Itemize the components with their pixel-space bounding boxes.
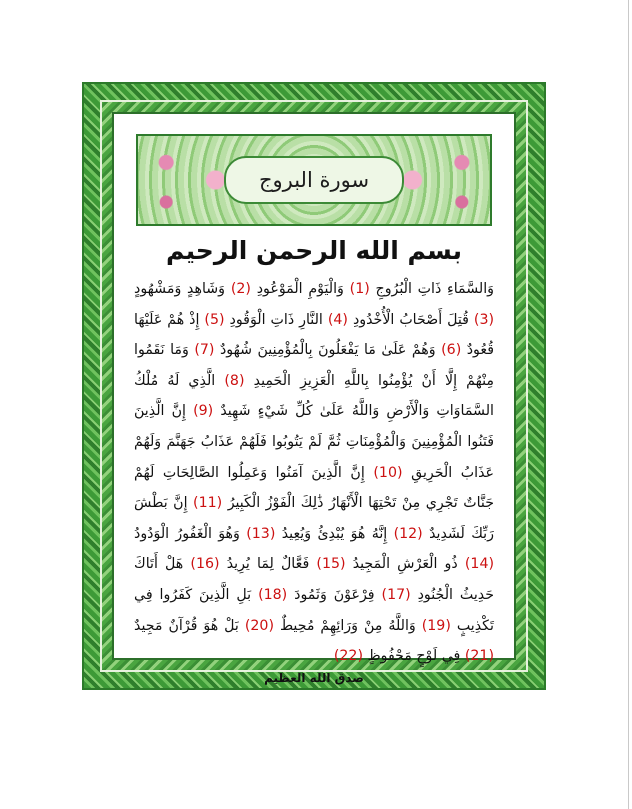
verse-text: إِنَّ الَّذِينَ فَتَنُوا الْمُؤْمِنِينَ وَالْمُؤْمِنَاتِ ثُمَّ لَمْ يَتُوبُوا فَلَهُمْ عَذَابُ جَهَنَّمَ وَلَهُمْ عَذَابُ الْحَرِيقِ	[134, 403, 494, 481]
verse-number: (7)	[194, 342, 215, 359]
verse-text: إِنَّ بَطْشَ رَبِّكَ لَشَدِيدٌ	[134, 495, 494, 542]
verse-text: إِنَّهُ هُوَ يُبْدِئُ وَيُعِيدُ	[281, 525, 388, 542]
verse-number: (18)	[258, 586, 288, 603]
verse-text: وَالسَّمَاءِ ذَاتِ الْبُرُوجِ	[375, 281, 495, 297]
verse-body	[134, 274, 494, 672]
verse-number: (14)	[464, 556, 495, 573]
verse-text: فَعَّالٌ لِمَا يُرِيدُ	[226, 556, 310, 573]
text-panel	[112, 112, 516, 685]
verse-number: (15)	[316, 556, 346, 573]
verse-text: ذُو الْعَرْشِ الْمَجِيدُ	[352, 556, 458, 573]
verse-number: (19)	[421, 617, 451, 634]
verse-number: (20)	[244, 617, 274, 634]
verse-text: هَلْ أَتَاكَ حَدِيثُ الْجُنُودِ	[134, 556, 494, 603]
verse-text: فِرْعَوْنَ وَثَمُودَ	[294, 586, 375, 603]
verse-number: (3)	[473, 311, 495, 328]
verse-number: (6)	[441, 342, 462, 359]
verse-text: بَلِ الَّذِينَ كَفَرُوا فِي تَكْذِيبٍ	[134, 586, 494, 634]
floral-title-banner	[136, 134, 492, 226]
title-cartouche	[224, 156, 404, 204]
verse-number: (16)	[190, 556, 220, 573]
verse-number: (10)	[373, 464, 403, 481]
verse-text: قُتِلَ أَصْحَابُ الْأُخْدُودِ	[352, 311, 469, 328]
verse-number: (2)	[230, 281, 251, 297]
verse-number: (5)	[204, 311, 225, 328]
verse-text: الَّذِي لَهُ مُلْكُ السَّمَاوَاتِ وَالْأَرْضِ وَاللَّهُ عَلَىٰ كُلِّ شَيْءٍ شَهِيدٌ	[134, 372, 494, 420]
verse-number: (13)	[246, 525, 276, 542]
verse-number: (21)	[464, 648, 494, 665]
verse-text: فِي لَوْحٍ مَحْفُوظٍ	[367, 648, 461, 665]
verse-text: وَالْيَوْمِ الْمَوْعُودِ	[256, 281, 344, 297]
verse-text: وَهُوَ الْغَفُورُ الْوَدُودُ	[134, 525, 240, 542]
verse-text: إِذْ هُمْ عَلَيْهَا قُعُودٌ	[134, 311, 494, 359]
verse-text: إِنَّ الَّذِينَ آمَنُوا وَعَمِلُوا الصَّالِحَاتِ لَهُمْ جَنَّاتٌ تَجْرِي مِنْ تَحْتِهَا الْأَنْهَارُ ذَٰلِكَ الْفَوْزُ الْكَبِيرُ	[134, 464, 494, 512]
verse-number: (1)	[349, 281, 370, 297]
verse-text: وَهُمْ عَلَىٰ مَا يَفْعَلُونَ بِالْمُؤْمِنِينَ شُهُودٌ	[219, 342, 436, 359]
verse-text: النَّارِ ذَاتِ الْوَقُودِ	[229, 311, 323, 328]
verse-number: (8)	[224, 372, 245, 389]
verse-number: (9)	[193, 403, 214, 420]
verse-number: (12)	[393, 525, 423, 542]
closing-phrase: صدق الله العظيم	[264, 671, 364, 685]
verse-number: (4)	[327, 311, 348, 328]
page-edge-line	[628, 0, 629, 809]
surah-title: سورة البروج	[258, 168, 370, 192]
frame-inner-border	[100, 100, 528, 685]
basmala: بسم الله الرحمن الرحيم	[166, 236, 462, 265]
verse-number: (22)	[333, 648, 363, 665]
verse-text: وَمَا نَقَمُوا مِنْهُمْ إِلَّا أَنْ يُؤْمِنُوا بِاللَّهِ الْعَزِيزِ الْحَمِيدِ	[134, 342, 494, 389]
verse-text: وَشَاهِدٍ وَمَشْهُودٍ	[134, 281, 226, 297]
verse-text: وَاللَّهُ مِنْ وَرَائِهِمْ مُحِيطٌ	[279, 617, 416, 634]
verse-number: (11)	[193, 495, 223, 512]
verse-number: (17)	[381, 586, 411, 603]
ornamental-frame	[82, 82, 546, 690]
verse-text: بَلْ هُوَ قُرْآنٌ مَجِيدٌ	[134, 617, 239, 634]
